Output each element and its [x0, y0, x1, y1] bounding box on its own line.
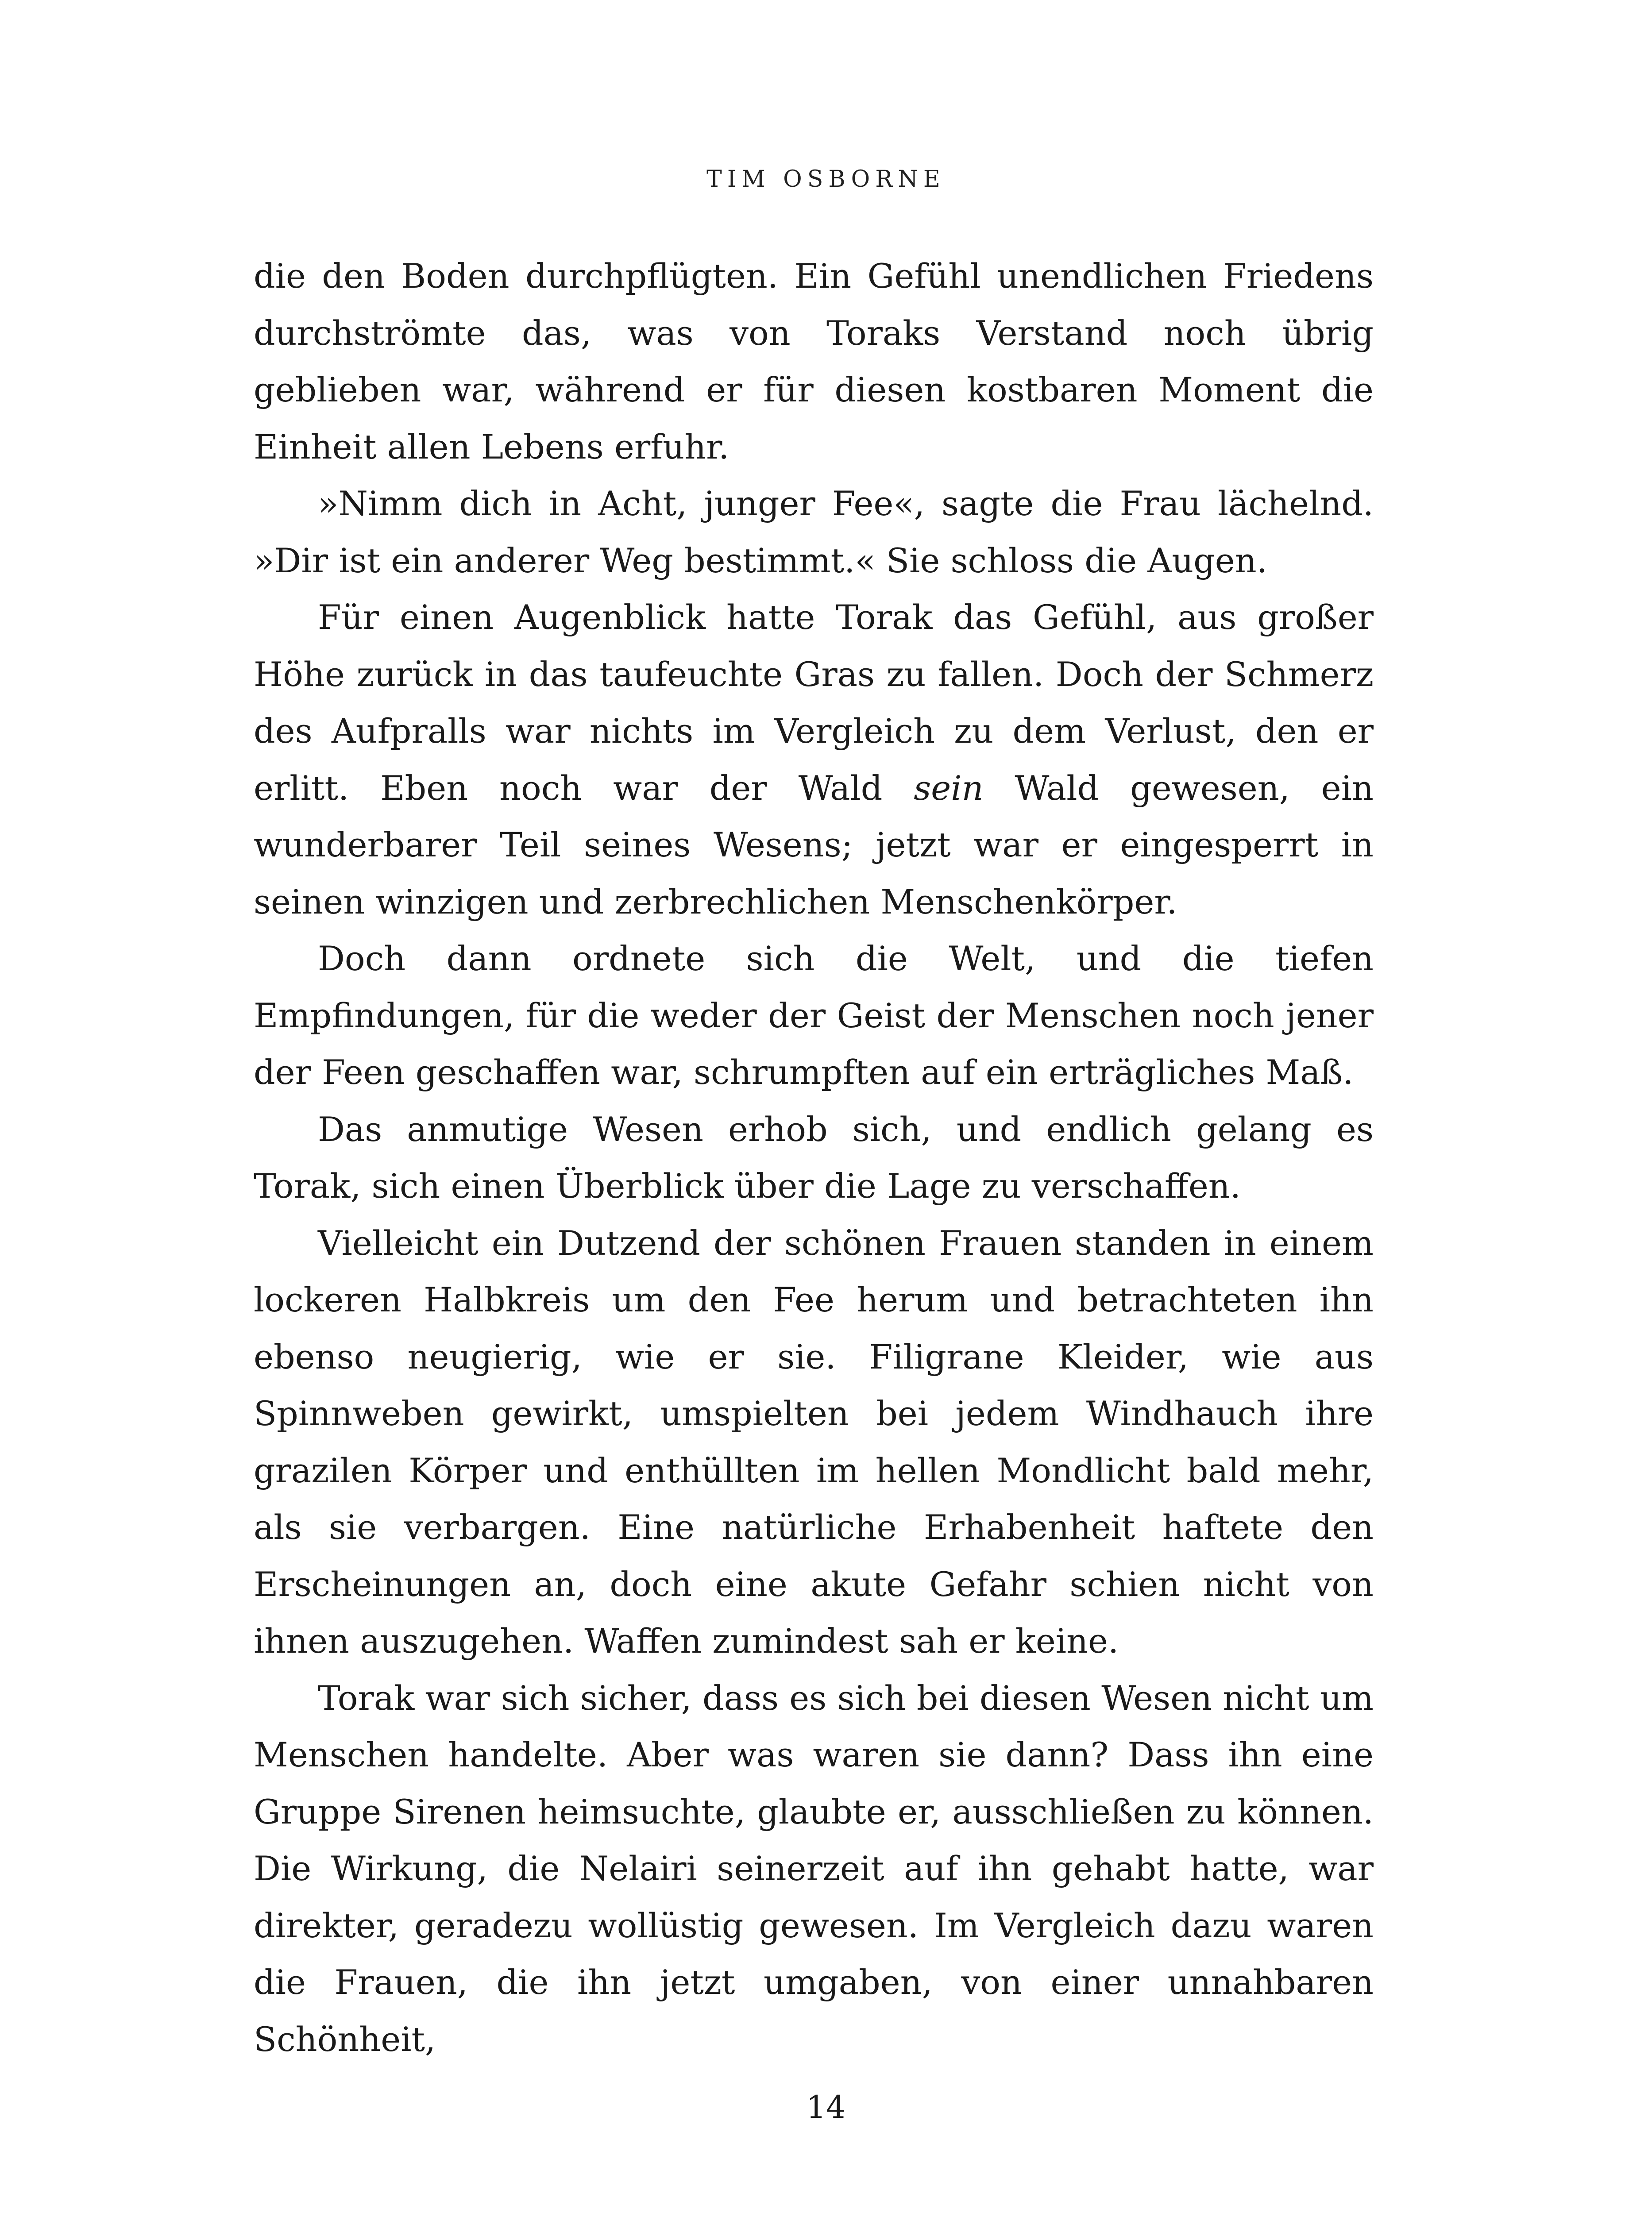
italic-word: sein — [914, 768, 984, 808]
paragraph-3 — [254, 589, 1374, 930]
paragraph-3-after-italic: Wald gewesen, ein wunderbarer Teil seines Wesens; jetzt war er eingesperrt in seinen winzigen und zerbrechlichen Menschenkörper. — [254, 768, 1374, 921]
paragraph-7: Torak war sich sicher, dass es sich bei diesen Wesen nicht um Menschen handelte. Aber was waren sie dann? Dass ihn eine Gruppe Sirenen heimsuchte, glaubte er, ausschließen zu können. Die Wirkung, die Nelairi seinerzeit auf ihn gehabt hatte, war direkter, geradezu wollüstig gewesen. Im Vergleich dazu waren die Frauen, die ihn jetzt umgaben, von einer unnahbaren Schönheit, — [254, 1678, 1374, 2059]
paragraph-4: Doch dann ordnete sich die Welt, und die tiefen Empfindungen, für die weder der Geist der Menschen noch jener der Feen geschaffen war, schrumpften auf ein erträgliches Maß. — [254, 939, 1374, 1092]
paragraph-3-text: Für einen Augenblick hatte Torak das Gefühl, aus großer Höhe zurück in das taufeuchte Gras zu fallen. Doch der Schmerz des Aufpralls war nichts im Vergleich zu dem Verlust, den er erlitt. — [254, 598, 1374, 808]
paragraph-1: die den Boden durchpflügten. Ein Gefühl unendlichen Friedens durchströmte das, was von Toraks Verstand noch übrig geblieben war, während er für diesen kostbaren Moment die Einheit allen Lebens erfuhr. — [254, 256, 1374, 467]
page-number: 14 — [806, 2089, 846, 2125]
paragraph-5: Das anmutige Wesen erhob sich, und endlich gelang es Torak, sich einen Überblick über die Lage zu verschaffen. — [254, 1109, 1374, 1206]
paragraph-3-before-italic: Eben noch war der Wald — [380, 768, 914, 808]
paragraph-2: »Nimm dich in Acht, junger Fee«, sagte die Frau lächelnd. »Dir ist ein anderer Weg bestimmt.« Sie schloss die Augen. — [254, 484, 1374, 580]
body-text — [254, 248, 1374, 2068]
paragraph-6: Vielleicht ein Dutzend der schönen Frauen standen in einem lockeren Halbkreis um den Fee herum und betrachteten ihn ebenso neugierig, wie er sie. Filigrane Kleider, wie aus Spinnweben gewirkt, umspielten bei jedem Windhauch ihre grazilen Körper und enthüllten im hellen Mondlicht bald mehr, als sie verbargen. Eine natürliche Erhabenheit haftete den Erscheinungen an, doch eine akute Gefahr schien nicht von ihnen auszugehen. Waffen zumindest sah er keine. — [254, 1223, 1374, 1661]
running-head: TIM OSBORNE — [706, 166, 946, 193]
